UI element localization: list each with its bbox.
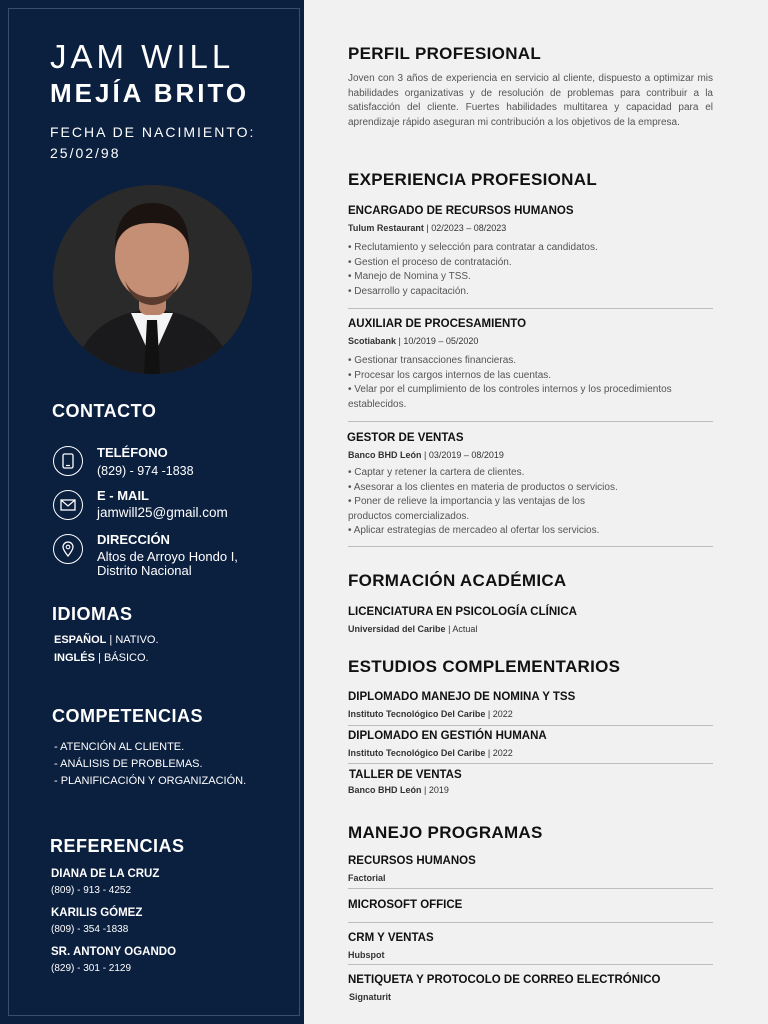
job-dates: | 10/2019 – 05/2020 bbox=[398, 336, 479, 346]
bullet-item: • Aplicar estrategias de mercadeo al ofertar los servicios. bbox=[348, 525, 600, 536]
address-label: DIRECCIÓN bbox=[97, 532, 170, 547]
bullet-item: • Poner de relieve la importancia y las ventajas de los bbox=[348, 496, 585, 507]
job-dates: | 02/2023 – 08/2023 bbox=[426, 223, 507, 233]
course-year: | 2019 bbox=[424, 785, 449, 795]
job-company bbox=[348, 223, 506, 233]
reference-name: KARILIS GÓMEZ bbox=[51, 907, 143, 919]
software-area: MICROSOFT OFFICE bbox=[348, 899, 463, 911]
degree-school bbox=[348, 624, 477, 634]
reference-name: SR. ANTONY OGANDO bbox=[51, 946, 177, 958]
bullet-item: establecidos. bbox=[348, 398, 407, 410]
course-title: TALLER DE VENTAS bbox=[349, 769, 462, 781]
skill-item: - ATENCIÓN AL CLIENTE. bbox=[54, 741, 185, 753]
job-company bbox=[348, 450, 504, 460]
language-level: NATIVO. bbox=[115, 634, 159, 646]
bullet-item: • Captar y retener la cartera de clientes. bbox=[348, 467, 525, 478]
education-heading: FORMACIÓN ACADÉMICA bbox=[348, 571, 567, 590]
email-value: jamwill25@gmail.com bbox=[97, 505, 228, 520]
software-tool: Factorial bbox=[348, 873, 386, 883]
job-title: ENCARGADO DE RECURSOS HUMANOS bbox=[348, 205, 574, 217]
contact-heading: CONTACTO bbox=[52, 401, 157, 421]
course-title: DIPLOMADO EN GESTIÓN HUMANA bbox=[348, 730, 547, 742]
course-school bbox=[348, 785, 449, 795]
divider bbox=[348, 922, 713, 923]
bullet-item: • Velar por el cumplimiento de los controles internos y los procedimientos bbox=[348, 384, 672, 395]
software-tool: Hubspot bbox=[348, 950, 385, 960]
software-area: RECURSOS HUMANOS bbox=[348, 855, 476, 867]
school-name: Instituto Tecnológico Del Caribe bbox=[348, 748, 486, 758]
skill-item: - ANÁLISIS DE PROBLEMAS. bbox=[54, 758, 203, 770]
job-bullets bbox=[348, 466, 713, 539]
reference-name: DIANA DE LA CRUZ bbox=[51, 868, 160, 880]
job-bullets bbox=[348, 354, 713, 412]
divider bbox=[348, 763, 713, 764]
bullet-item: • Manejo de Nomina y TSS. bbox=[348, 271, 471, 282]
bullet-item: • Desarrollo y capacitación. bbox=[348, 285, 469, 297]
bullet-item: • Reclutamiento y selección para contratar a candidatos. bbox=[348, 242, 598, 253]
language-separator: | bbox=[98, 652, 101, 664]
job-title: AUXILIAR DE PROCESAMIENTO bbox=[348, 318, 527, 330]
job-title: GESTOR DE VENTAS bbox=[347, 432, 464, 444]
software-area: CRM Y VENTAS bbox=[348, 932, 434, 944]
divider bbox=[348, 308, 713, 309]
courses-heading: ESTUDIOS COMPLEMENTARIOS bbox=[348, 657, 621, 676]
software-area: NETIQUETA Y PROTOCOLO DE CORREO ELECTRÓNICO bbox=[348, 974, 661, 986]
software-tool: Signaturit bbox=[349, 992, 391, 1002]
profile-text: Joven con 3 años de experiencia en servicio al cliente, dispuesto a optimizar mis habilidades organizativas y de resolución de problemas para contribuir a la satisfacción del cliente. Fuertes habilidades multitarea y capacidad para el aprendizaje rápido aseguran mi contribución a los objetivos de la empresa. bbox=[348, 73, 713, 128]
skill-item: - PLANIFICACIÓN Y ORGANIZACIÓN. bbox=[54, 775, 247, 787]
experience-heading: EXPERIENCIA PROFESIONAL bbox=[348, 170, 598, 189]
degree-status: | Actual bbox=[448, 624, 478, 634]
job-bullets bbox=[348, 241, 713, 299]
job-dates: | 03/2019 – 08/2019 bbox=[424, 450, 504, 460]
divider bbox=[348, 888, 713, 889]
company-name: Tulum Restaurant bbox=[348, 223, 424, 233]
course-year: | 2022 bbox=[487, 748, 513, 758]
language-level: BÁSICO. bbox=[103, 652, 149, 664]
divider bbox=[348, 964, 713, 965]
address-line-2: Distrito Nacional bbox=[97, 563, 192, 578]
divider bbox=[348, 725, 713, 726]
bullet-item: • Gestionar transacciones financieras. bbox=[348, 355, 517, 366]
address-line-1: Altos de Arroyo Hondo I, bbox=[97, 549, 238, 564]
bullet-item: productos comercializados. bbox=[348, 510, 470, 522]
references-heading: REFERENCIAS bbox=[50, 836, 185, 856]
reference-phone: (809) - 354 -1838 bbox=[51, 924, 129, 935]
bullet-item: • Gestion el proceso de contratación. bbox=[348, 256, 512, 268]
languages-heading: IDIOMAS bbox=[52, 604, 133, 624]
name-last: MEJÍA BRITO bbox=[50, 78, 250, 108]
job-company bbox=[348, 336, 478, 346]
skills-heading: COMPETENCIAS bbox=[52, 706, 204, 726]
bullet-item: • Asesorar a los clientes en materia de productos o servicios. bbox=[348, 481, 618, 493]
company-name: Banco BHD León bbox=[348, 450, 422, 460]
software-heading: MANEJO PROGRAMAS bbox=[348, 823, 543, 842]
course-year: | 2022 bbox=[487, 709, 513, 719]
language-name: ESPAÑOL bbox=[54, 634, 107, 646]
divider bbox=[348, 546, 713, 547]
company-name: Scotiabank bbox=[348, 336, 397, 346]
language-name: INGLÉS bbox=[54, 652, 95, 664]
phone-value: (829) - 974 -1838 bbox=[97, 464, 194, 478]
divider bbox=[348, 421, 713, 422]
phone-label: TELÉFONO bbox=[97, 445, 168, 460]
birth-date-value: 25/02/98 bbox=[50, 145, 121, 161]
school-name: Banco BHD León bbox=[348, 785, 422, 795]
bullet-item: • Procesar los cargos internos de las cuentas. bbox=[348, 369, 552, 381]
reference-phone: (829) - 301 - 2129 bbox=[51, 963, 132, 974]
school-name: Instituto Tecnológico Del Caribe bbox=[348, 709, 486, 719]
reference-phone: (809) - 913 - 4252 bbox=[51, 885, 132, 896]
name-first: JAM WILL bbox=[50, 38, 235, 75]
course-title: DIPLOMADO MANEJO DE NOMINA Y TSS bbox=[348, 691, 576, 703]
language-separator: | bbox=[109, 634, 113, 646]
course-school bbox=[348, 709, 513, 719]
course-school bbox=[348, 748, 513, 758]
school-name: Universidad del Caribe bbox=[348, 624, 446, 634]
degree-title: LICENCIATURA EN PSICOLOGÍA CLÍNICA bbox=[348, 606, 577, 618]
profile-heading: PERFIL PROFESIONAL bbox=[348, 44, 542, 63]
email-label: E - MAIL bbox=[97, 488, 149, 503]
birth-date-label: FECHA DE NACIMIENTO: bbox=[50, 124, 256, 140]
